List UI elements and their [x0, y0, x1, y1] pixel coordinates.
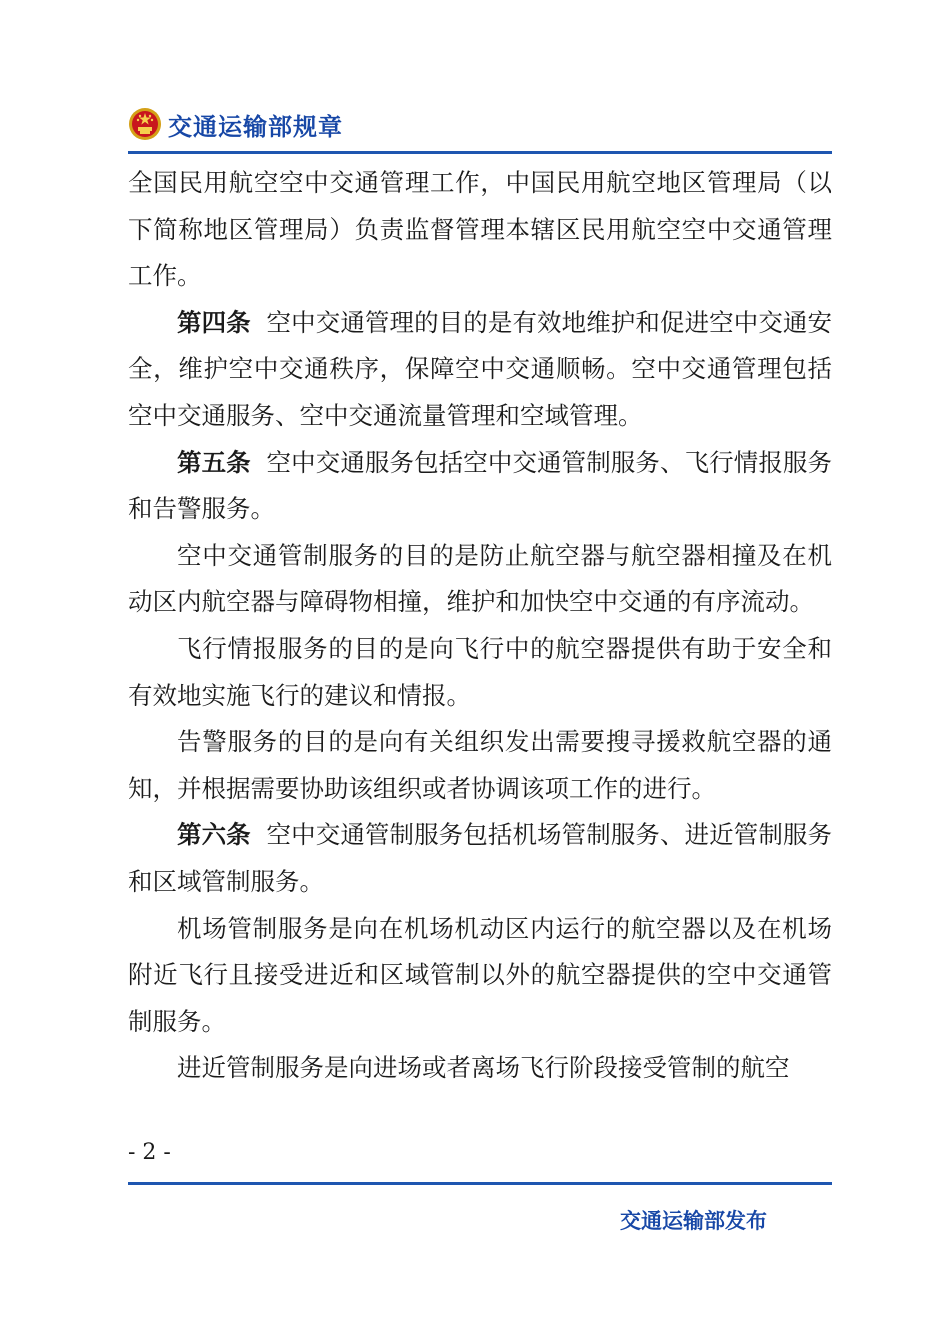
paragraph	[128, 1045, 832, 1092]
header-title: 交通运输部规章	[168, 112, 343, 141]
paragraph	[128, 719, 832, 812]
paragraph	[128, 626, 832, 719]
paragraph-text: 空中交通管制服务包括机场管制服务、进近管制服务和区域管制服务。	[128, 820, 833, 896]
paragraph-text: 告警服务的目的是向有关组织发出需要搜寻援救航空器的通知，并根据需要协助该组织或者协调该项工作的进行。	[128, 727, 832, 803]
footer-publisher: 交通运输部发布	[620, 1209, 767, 1233]
paragraph-text: 飞行情报服务的目的是向飞行中的航空器提供有助于安全和有效地实施飞行的建议和情报。	[128, 633, 832, 710]
paragraph-text: 空中交通管理的目的是有效地维护和促进空中交通安全，维护空中交通秩序，保障空中交通顺畅。空中交通管理包括空中交通服务、空中交通流量管理和空域管理。	[128, 307, 833, 430]
header-divider	[128, 151, 832, 154]
document-header	[128, 100, 832, 148]
article-paragraph	[128, 812, 832, 905]
paragraph-text: 机场管制服务是向在机场机动区内运行的航空器以及在机场附近飞行且接受进近和区域管制以外的航空器提供的空中交通管制服务。	[128, 913, 832, 1036]
article-number: 第四条	[177, 307, 251, 337]
article-paragraph	[128, 300, 832, 440]
paragraph-text: 进近管制服务是向进场或者离场飞行阶段接受管制的航空	[177, 1053, 790, 1083]
regulation-body	[128, 160, 832, 1092]
article-number: 第六条	[177, 820, 251, 850]
page-number: - 2 -	[128, 1140, 171, 1165]
paragraph-text: 空中交通管制服务的目的是防止航空器与航空器相撞及在机动区内航空器与障碍物相撞，维护和加快空中交通的有序流动。	[128, 540, 832, 617]
paragraph-text: 全国民用航空空中交通管理工作，中国民用航空地区管理局（以下简称地区管理局）负责监督管理本辖区民用航空空中交通管理工作。	[128, 168, 832, 291]
paragraph	[128, 160, 832, 300]
footer-divider	[128, 1182, 832, 1185]
paragraph	[128, 533, 832, 626]
article-number: 第五条	[177, 447, 251, 477]
national-emblem-icon	[128, 107, 162, 141]
article-paragraph	[128, 440, 832, 533]
paragraph	[128, 906, 832, 1046]
paragraph-text: 空中交通服务包括空中交通管制服务、飞行情报服务和告警服务。	[128, 447, 833, 524]
